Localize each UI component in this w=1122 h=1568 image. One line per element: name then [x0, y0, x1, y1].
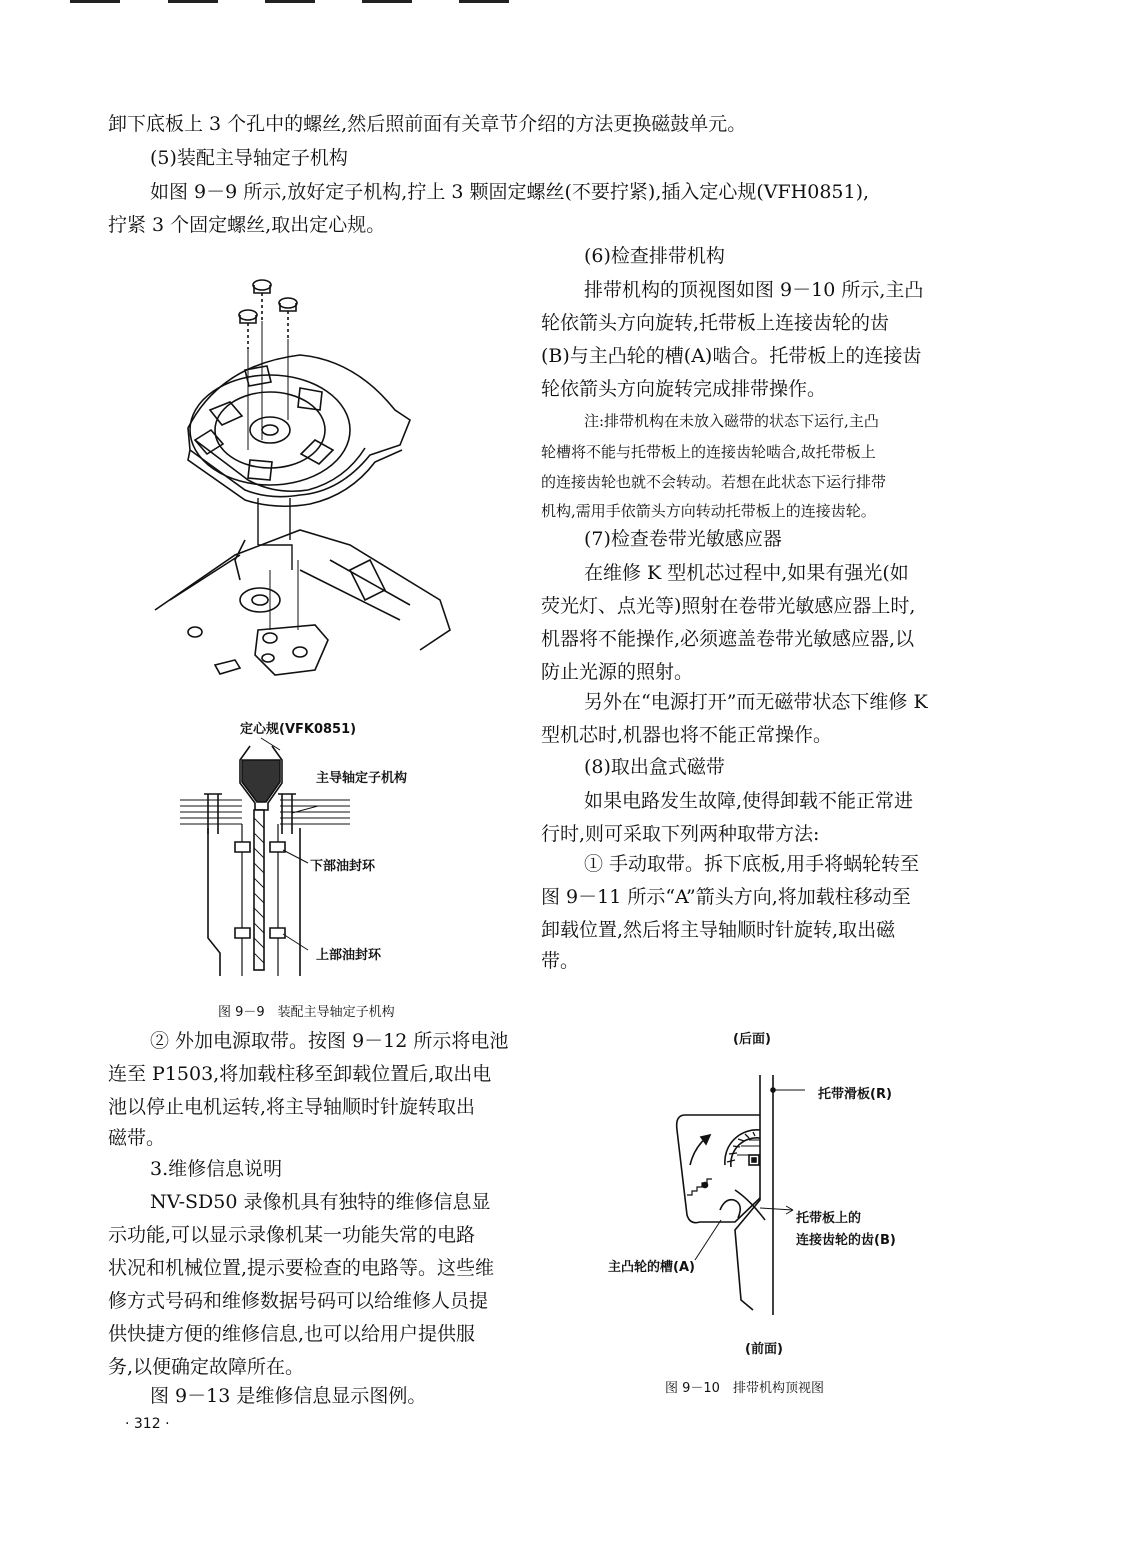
label-front: (前面): [745, 1342, 783, 1357]
section-7-line-2: 荧光灯、点光等)照射在卷带光敏感应器上时,: [541, 595, 916, 617]
note-line-4: 机构,需用手依箭头方向转动托带板上的连接齿轮。: [541, 502, 876, 520]
section-8-line-5: 卸载位置,然后将主导轴顺时针旋转,取出磁: [541, 919, 896, 941]
section-8-line-3: ① 手动取带。拆下底板,用手将蜗轮转至: [584, 853, 920, 875]
section-3-line-1: NV-SD50 录像机具有独特的维修信息显: [150, 1191, 491, 1213]
section-3-line-6: 务,以便确定故障所在。: [108, 1356, 305, 1378]
label-tape-slide-r: 托带滑板(R): [818, 1087, 892, 1102]
screw-icon: [253, 280, 271, 321]
section-6-heading: (6)检查排带机构: [584, 245, 725, 267]
note-line-2: 轮槽将不能与托带板上的连接齿轮啮合,故托带板上: [541, 443, 876, 461]
external-power-line-3: 池以停止电机运转,将主导轴顺时针旋转取出: [108, 1096, 476, 1118]
external-power-line-1: ② 外加电源取带。按图 9－12 所示将电池: [150, 1030, 509, 1052]
label-back: (后面): [733, 1032, 771, 1047]
label-main-cam-groove: 主凸轮的槽(A): [608, 1260, 695, 1275]
label-gear-teeth-line-2: 连接齿轮的齿(B): [796, 1233, 896, 1248]
figure-9-9-cross-section: [180, 738, 350, 978]
label-gear-teeth-line-1: 托带板上的: [796, 1211, 862, 1226]
section-6-line-2: 轮依箭头方向旋转,托带板上连接齿轮的齿: [541, 312, 890, 334]
note-line-3: 的连接齿轮也就不会转动。若想在此状态下运行排带: [541, 473, 887, 491]
section-7-heading: (7)检查卷带光敏感应器: [584, 528, 782, 550]
top-rule-4: [362, 0, 412, 3]
section-7-line-5: 另外在“电源打开”而无磁带状态下维修 K: [584, 691, 928, 713]
screw-icon: [239, 310, 257, 349]
section-8-line-4: 图 9－11 所示“A”箭头方向,将加载柱移动至: [541, 886, 911, 908]
section-8-line-1: 如果电路发生故障,使得卸载不能正常进: [584, 790, 914, 812]
note-line-1: 注:排带机构在未放入磁带的状态下运行,主凸: [584, 412, 879, 430]
section-7-line-3: 机器将不能操作,必须遮盖卷带光敏感应器,以: [541, 628, 915, 650]
section-5-line-2: 拧紧 3 个固定螺丝,取出定心规。: [108, 214, 386, 236]
section-5-line-1: 如图 9－9 所示,放好定子机构,拧上 3 颗固定螺丝(不要拧紧),插入定心规(VFH0851),: [150, 181, 870, 203]
section-5-heading: (5)装配主导轴定子机构: [150, 147, 348, 169]
external-power-line-2: 连至 P1503,将加载柱移至卸载位置后,取出电: [108, 1063, 492, 1085]
section-3-line-5: 供快捷方便的维修信息,也可以给用户提供服: [108, 1323, 476, 1345]
figure-9-9-exploded-view: [150, 270, 600, 700]
section-3-heading: 3.维修信息说明: [150, 1158, 283, 1180]
top-rule-1: [70, 0, 120, 3]
label-lower-oil-seal: 下部油封环: [310, 859, 376, 874]
section-7-line-1: 在维修 K 型机芯过程中,如果有强光(如: [584, 562, 909, 584]
section-7-line-4: 防止光源的照射。: [541, 661, 694, 683]
label-centering-gauge: 定心规(VFK0851): [240, 722, 357, 737]
section-6-line-1: 排带机构的顶视图如图 9－10 所示,主凸: [584, 279, 924, 301]
label-upper-oil-seal: 上部油封环: [316, 948, 382, 963]
last-line: 图 9－13 是维修信息显示图例。: [150, 1385, 427, 1407]
screw-icon: [279, 298, 297, 339]
section-3-line-4: 修方式号码和维修数据号码可以给维修人员提: [108, 1290, 489, 1312]
section-8-heading: (8)取出盒式磁带: [584, 756, 725, 778]
figure-9-10-top-view: [665, 1070, 865, 1330]
section-8-line-2: 行时,则可采取下列两种取带方法:: [541, 823, 820, 845]
top-rule-2: [168, 0, 218, 3]
section-3-line-2: 示功能,可以显示录像机某一功能失常的电路: [108, 1224, 476, 1246]
figure-9-10-caption: 图 9－10 排带机构顶视图: [665, 1381, 824, 1396]
section-6-line-3: (B)与主凸轮的槽(A)啮合。托带板上的连接齿: [541, 345, 922, 367]
top-rule-5: [459, 0, 509, 3]
page-number: · 312 ·: [125, 1416, 170, 1432]
section-6-line-4: 轮依箭头方向旋转完成排带操作。: [541, 378, 827, 400]
label-capstan-stator: 主导轴定子机构: [316, 771, 408, 786]
external-power-line-4: 磁带。: [108, 1127, 166, 1149]
top-rule-3: [265, 0, 315, 3]
figure-9-9-caption: 图 9－9 装配主导轴定子机构: [218, 1005, 395, 1020]
section-3-line-3: 状况和机械位置,提示要检查的电路等。这些维: [108, 1257, 495, 1279]
section-7-line-6: 型机芯时,机器也将不能正常操作。: [541, 724, 833, 746]
intro-line: 卸下底板上 3 个孔中的螺丝,然后照前面有关章节介绍的方法更换磁鼓单元。: [108, 113, 747, 135]
section-8-line-6: 带。: [541, 950, 580, 972]
